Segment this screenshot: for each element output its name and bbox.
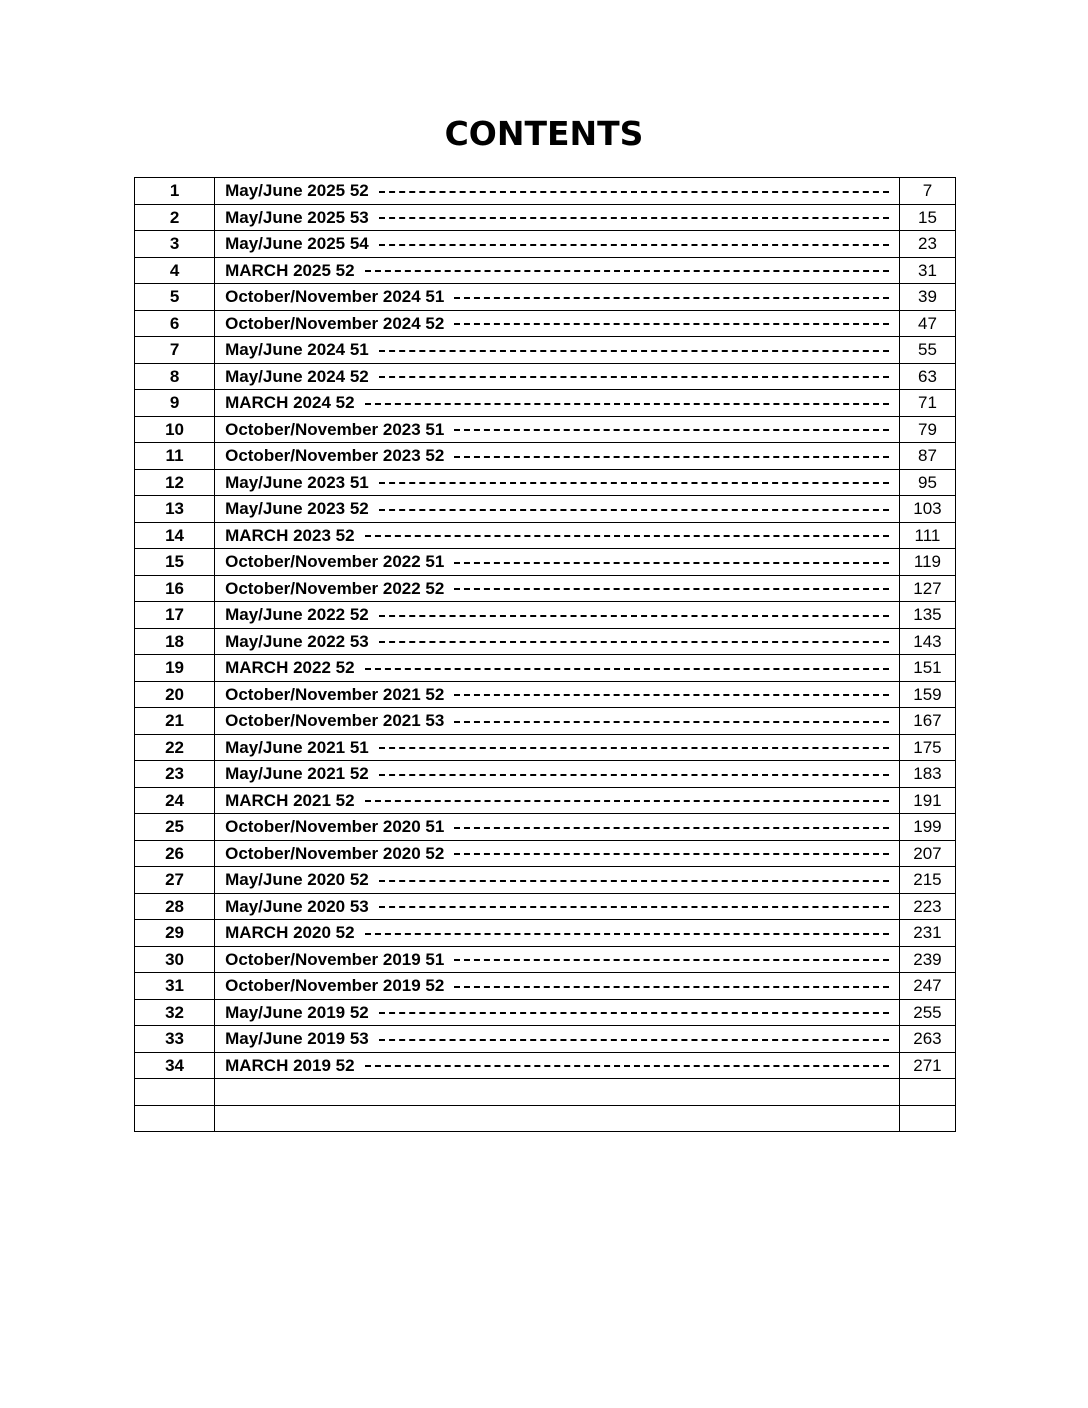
dash-leader bbox=[379, 615, 889, 617]
toc-row bbox=[135, 761, 956, 788]
dash-leader bbox=[454, 456, 889, 458]
toc-entry-label: May/June 2025 54 bbox=[225, 234, 369, 254]
empty-cell bbox=[135, 1079, 215, 1106]
dash-leader bbox=[454, 297, 889, 299]
dash-leader bbox=[379, 376, 889, 378]
toc-row bbox=[135, 1052, 956, 1079]
toc-row bbox=[135, 496, 956, 523]
empty-cell bbox=[215, 1105, 900, 1132]
toc-entry-title-cell bbox=[215, 708, 900, 735]
toc-entry-title-cell bbox=[215, 390, 900, 417]
toc-entry-title-cell bbox=[215, 787, 900, 814]
toc-entry-label: October/November 2019 51 bbox=[225, 949, 445, 969]
toc-entry-label: MARCH 2021 52 bbox=[225, 790, 355, 810]
toc-entry-number: 3 bbox=[135, 231, 215, 258]
toc-entry-label: May/June 2019 52 bbox=[225, 1002, 369, 1022]
dash-leader bbox=[379, 747, 889, 749]
toc-entry-label: May/June 2020 52 bbox=[225, 870, 369, 890]
toc-entry-title-cell bbox=[215, 416, 900, 443]
toc-entry-number: 26 bbox=[135, 840, 215, 867]
dash-leader bbox=[379, 774, 889, 776]
toc-entry-title-cell bbox=[215, 814, 900, 841]
toc-row bbox=[135, 1026, 956, 1053]
empty-cell bbox=[899, 1105, 955, 1132]
toc-entry-page: 39 bbox=[899, 284, 955, 311]
toc-entry-label: MARCH 2023 52 bbox=[225, 525, 355, 545]
toc-entry-page: 79 bbox=[899, 416, 955, 443]
toc-entry-number: 8 bbox=[135, 363, 215, 390]
toc-row bbox=[135, 602, 956, 629]
toc-row bbox=[135, 920, 956, 947]
dash-leader bbox=[454, 959, 889, 961]
toc-entry-label: October/November 2020 51 bbox=[225, 817, 445, 837]
toc-row bbox=[135, 310, 956, 337]
toc-entry-title-cell bbox=[215, 973, 900, 1000]
dash-leader bbox=[454, 853, 889, 855]
toc-entry-page: 7 bbox=[899, 178, 955, 205]
toc-entry-title-cell bbox=[215, 734, 900, 761]
toc-entry-label: MARCH 2022 52 bbox=[225, 658, 355, 678]
dash-leader bbox=[379, 1012, 889, 1014]
toc-row bbox=[135, 231, 956, 258]
toc-entry-label: May/June 2021 52 bbox=[225, 764, 369, 784]
toc-entry-number: 20 bbox=[135, 681, 215, 708]
toc-entry-label: October/November 2021 53 bbox=[225, 711, 445, 731]
toc-entry-number: 6 bbox=[135, 310, 215, 337]
toc-entry-title-cell bbox=[215, 310, 900, 337]
toc-entry-title-cell bbox=[215, 920, 900, 947]
dash-leader bbox=[379, 191, 889, 193]
toc-entry-number: 11 bbox=[135, 443, 215, 470]
toc-entry-label: October/November 2024 51 bbox=[225, 287, 445, 307]
toc-entry-title-cell bbox=[215, 231, 900, 258]
toc-entry-title-cell bbox=[215, 867, 900, 894]
toc-entry-title-cell bbox=[215, 655, 900, 682]
toc-entry-title-cell bbox=[215, 443, 900, 470]
toc-entry-page: 71 bbox=[899, 390, 955, 417]
toc-row bbox=[135, 363, 956, 390]
toc-entry-page: 111 bbox=[899, 522, 955, 549]
toc-entry-number: 16 bbox=[135, 575, 215, 602]
empty-cell bbox=[899, 1079, 955, 1106]
toc-entry-number: 19 bbox=[135, 655, 215, 682]
toc-entry-page: 215 bbox=[899, 867, 955, 894]
toc-entry-number: 27 bbox=[135, 867, 215, 894]
toc-entry-title-cell bbox=[215, 681, 900, 708]
toc-row bbox=[135, 867, 956, 894]
toc-row bbox=[135, 204, 956, 231]
toc-entry-page: 255 bbox=[899, 999, 955, 1026]
toc-entry-number: 7 bbox=[135, 337, 215, 364]
toc-entry-page: 47 bbox=[899, 310, 955, 337]
toc-entry-page: 191 bbox=[899, 787, 955, 814]
dash-leader bbox=[454, 588, 889, 590]
dash-leader bbox=[379, 509, 889, 511]
dash-leader bbox=[379, 217, 889, 219]
toc-entry-title-cell bbox=[215, 178, 900, 205]
dash-leader bbox=[454, 721, 889, 723]
toc-row bbox=[135, 178, 956, 205]
toc-entry-number: 4 bbox=[135, 257, 215, 284]
toc-entry-page: 63 bbox=[899, 363, 955, 390]
toc-entry-title-cell bbox=[215, 946, 900, 973]
toc-entry-number: 1 bbox=[135, 178, 215, 205]
toc-entry-title-cell bbox=[215, 628, 900, 655]
toc-entry-label: May/June 2020 53 bbox=[225, 896, 369, 916]
toc-row bbox=[135, 681, 956, 708]
toc-entry-label: May/June 2025 53 bbox=[225, 207, 369, 227]
toc-entry-title-cell bbox=[215, 761, 900, 788]
toc-entry-label: October/November 2022 52 bbox=[225, 578, 445, 598]
toc-entry-label: May/June 2023 51 bbox=[225, 472, 369, 492]
toc-entry-title-cell bbox=[215, 284, 900, 311]
toc-entry-number: 30 bbox=[135, 946, 215, 973]
toc-entry-label: May/June 2022 52 bbox=[225, 605, 369, 625]
dash-leader bbox=[379, 880, 889, 882]
toc-entry-page: 143 bbox=[899, 628, 955, 655]
contents-table-body bbox=[135, 178, 956, 1132]
toc-entry-title-cell bbox=[215, 1052, 900, 1079]
toc-entry-title-cell bbox=[215, 363, 900, 390]
toc-entry-page: 135 bbox=[899, 602, 955, 629]
toc-entry-page: 199 bbox=[899, 814, 955, 841]
toc-entry-number: 15 bbox=[135, 549, 215, 576]
toc-entry-title-cell bbox=[215, 337, 900, 364]
toc-row bbox=[135, 522, 956, 549]
toc-row bbox=[135, 575, 956, 602]
toc-entry-label: May/June 2025 52 bbox=[225, 181, 369, 201]
toc-entry-title-cell bbox=[215, 257, 900, 284]
toc-entry-title-cell bbox=[215, 840, 900, 867]
page-title: CONTENTS bbox=[444, 114, 644, 153]
toc-entry-label: October/November 2019 52 bbox=[225, 976, 445, 996]
toc-row bbox=[135, 999, 956, 1026]
toc-entry-number: 31 bbox=[135, 973, 215, 1000]
dash-leader bbox=[454, 827, 889, 829]
toc-entry-number: 22 bbox=[135, 734, 215, 761]
dash-leader bbox=[365, 1065, 889, 1067]
toc-entry-title-cell bbox=[215, 1026, 900, 1053]
dash-leader bbox=[454, 429, 889, 431]
toc-row bbox=[135, 549, 956, 576]
toc-row bbox=[135, 973, 956, 1000]
toc-entry-label: October/November 2023 51 bbox=[225, 419, 445, 439]
toc-entry-title-cell bbox=[215, 496, 900, 523]
toc-entry-number: 33 bbox=[135, 1026, 215, 1053]
dash-leader bbox=[379, 906, 889, 908]
dash-leader bbox=[379, 350, 889, 352]
empty-row bbox=[135, 1079, 956, 1106]
toc-entry-page: 103 bbox=[899, 496, 955, 523]
toc-entry-title-cell bbox=[215, 575, 900, 602]
toc-entry-number: 12 bbox=[135, 469, 215, 496]
toc-entry-number: 9 bbox=[135, 390, 215, 417]
toc-entry-number: 5 bbox=[135, 284, 215, 311]
toc-entry-number: 24 bbox=[135, 787, 215, 814]
toc-entry-page: 239 bbox=[899, 946, 955, 973]
empty-cell bbox=[215, 1079, 900, 1106]
toc-entry-page: 55 bbox=[899, 337, 955, 364]
toc-entry-label: October/November 2023 52 bbox=[225, 446, 445, 466]
toc-entry-number: 18 bbox=[135, 628, 215, 655]
toc-entry-label: October/November 2022 51 bbox=[225, 552, 445, 572]
toc-row bbox=[135, 814, 956, 841]
toc-row bbox=[135, 257, 956, 284]
toc-entry-title-cell bbox=[215, 469, 900, 496]
toc-entry-title-cell bbox=[215, 602, 900, 629]
toc-entry-page: 207 bbox=[899, 840, 955, 867]
empty-cell bbox=[135, 1105, 215, 1132]
toc-entry-label: MARCH 2024 52 bbox=[225, 393, 355, 413]
dash-leader bbox=[365, 933, 889, 935]
toc-entry-page: 127 bbox=[899, 575, 955, 602]
toc-entry-number: 21 bbox=[135, 708, 215, 735]
toc-entry-label: May/June 2024 51 bbox=[225, 340, 369, 360]
toc-entry-page: 231 bbox=[899, 920, 955, 947]
dash-leader bbox=[365, 800, 889, 802]
toc-entry-label: May/June 2023 52 bbox=[225, 499, 369, 519]
toc-entry-number: 34 bbox=[135, 1052, 215, 1079]
dash-leader bbox=[379, 641, 889, 643]
dash-leader bbox=[379, 244, 889, 246]
toc-entry-page: 247 bbox=[899, 973, 955, 1000]
toc-entry-page: 119 bbox=[899, 549, 955, 576]
dash-leader bbox=[454, 562, 889, 564]
toc-row bbox=[135, 284, 956, 311]
toc-row bbox=[135, 443, 956, 470]
toc-entry-page: 167 bbox=[899, 708, 955, 735]
toc-entry-number: 13 bbox=[135, 496, 215, 523]
toc-entry-label: October/November 2020 52 bbox=[225, 843, 445, 863]
toc-entry-page: 263 bbox=[899, 1026, 955, 1053]
dash-leader bbox=[365, 668, 889, 670]
dash-leader bbox=[454, 694, 889, 696]
toc-entry-number: 32 bbox=[135, 999, 215, 1026]
contents-table bbox=[134, 177, 956, 1132]
toc-entry-page: 31 bbox=[899, 257, 955, 284]
dash-leader bbox=[379, 482, 889, 484]
toc-entry-page: 223 bbox=[899, 893, 955, 920]
toc-entry-label: MARCH 2020 52 bbox=[225, 923, 355, 943]
dash-leader bbox=[454, 986, 889, 988]
toc-row bbox=[135, 840, 956, 867]
toc-row bbox=[135, 416, 956, 443]
dash-leader bbox=[454, 323, 889, 325]
toc-entry-page: 95 bbox=[899, 469, 955, 496]
dash-leader bbox=[379, 1039, 889, 1041]
toc-entry-page: 159 bbox=[899, 681, 955, 708]
toc-row bbox=[135, 787, 956, 814]
toc-entry-page: 15 bbox=[899, 204, 955, 231]
toc-entry-label: May/June 2021 51 bbox=[225, 737, 369, 757]
dash-leader bbox=[365, 535, 889, 537]
toc-row bbox=[135, 734, 956, 761]
toc-entry-label: October/November 2021 52 bbox=[225, 684, 445, 704]
toc-entry-number: 17 bbox=[135, 602, 215, 629]
toc-row bbox=[135, 946, 956, 973]
dash-leader bbox=[365, 403, 889, 405]
toc-row bbox=[135, 390, 956, 417]
toc-entry-number: 2 bbox=[135, 204, 215, 231]
toc-entry-label: October/November 2024 52 bbox=[225, 313, 445, 333]
toc-entry-page: 23 bbox=[899, 231, 955, 258]
toc-entry-title-cell bbox=[215, 893, 900, 920]
toc-entry-number: 14 bbox=[135, 522, 215, 549]
toc-row bbox=[135, 469, 956, 496]
empty-row bbox=[135, 1105, 956, 1132]
toc-entry-number: 10 bbox=[135, 416, 215, 443]
toc-entry-label: May/June 2022 53 bbox=[225, 631, 369, 651]
toc-entry-label: MARCH 2025 52 bbox=[225, 260, 355, 280]
toc-entry-page: 183 bbox=[899, 761, 955, 788]
toc-row bbox=[135, 655, 956, 682]
toc-entry-label: May/June 2024 52 bbox=[225, 366, 369, 386]
toc-entry-number: 25 bbox=[135, 814, 215, 841]
toc-entry-page: 271 bbox=[899, 1052, 955, 1079]
toc-entry-label: May/June 2019 53 bbox=[225, 1029, 369, 1049]
toc-entry-page: 151 bbox=[899, 655, 955, 682]
toc-entry-label: MARCH 2019 52 bbox=[225, 1055, 355, 1075]
toc-entry-title-cell bbox=[215, 999, 900, 1026]
toc-entry-number: 23 bbox=[135, 761, 215, 788]
toc-entry-title-cell bbox=[215, 522, 900, 549]
toc-entry-number: 28 bbox=[135, 893, 215, 920]
toc-entry-page: 87 bbox=[899, 443, 955, 470]
toc-row bbox=[135, 337, 956, 364]
dash-leader bbox=[365, 270, 889, 272]
toc-entry-title-cell bbox=[215, 549, 900, 576]
toc-row bbox=[135, 708, 956, 735]
toc-entry-title-cell bbox=[215, 204, 900, 231]
toc-row bbox=[135, 893, 956, 920]
toc-row bbox=[135, 628, 956, 655]
toc-entry-number: 29 bbox=[135, 920, 215, 947]
toc-entry-page: 175 bbox=[899, 734, 955, 761]
